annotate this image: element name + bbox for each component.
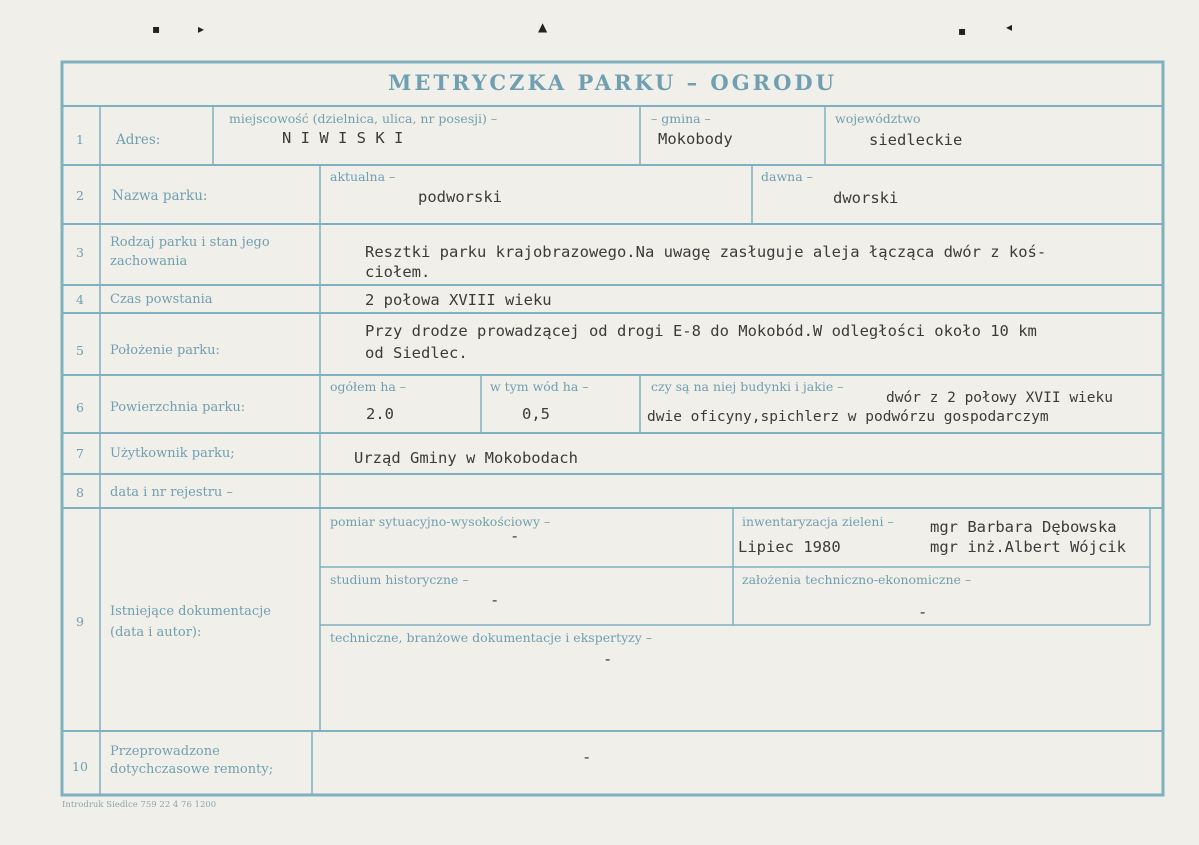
address-label: Adres: xyxy=(116,132,161,148)
commune-caption: – gmina – xyxy=(651,111,711,126)
park-type-value-line2: ciołem. xyxy=(365,263,431,281)
creation-time-value: 2 połowa XVIII wieku xyxy=(365,291,552,309)
row-number: 7 xyxy=(76,446,84,461)
row-number: 2 xyxy=(76,188,84,203)
park-user-label: Użytkownik parku; xyxy=(110,446,235,461)
row-number: 6 xyxy=(76,400,84,415)
park-user-value: Urząd Gminy w Mokobodach xyxy=(354,449,578,467)
punch-mark: ▸ xyxy=(198,22,205,36)
current-name-caption: aktualna – xyxy=(330,169,396,184)
buildings-value-line2: dwie oficyny,spichlerz w podwórzu gospodarczym xyxy=(647,409,1049,425)
row-number: 1 xyxy=(76,132,84,147)
renovations-label: Przeprowadzone xyxy=(110,744,220,759)
location-label: Położenie parku: xyxy=(110,343,220,358)
row-number: 3 xyxy=(76,245,84,260)
documentation-label: Istniejące dokumentacje xyxy=(110,604,271,619)
total-area-value: 2.0 xyxy=(366,405,394,423)
current-name-value: podworski xyxy=(418,188,502,206)
greenery-inventory-author-1: mgr Barbara Dębowska xyxy=(930,518,1117,536)
commune-value: Mokobody xyxy=(658,130,733,148)
area-label: Powierzchnia parku: xyxy=(110,400,246,415)
greenery-inventory-caption: inwentaryzacja zieleni – xyxy=(742,514,894,529)
location-value: Przy drodze prowadzącej od drogi E-8 do Mokobód.W odległości około 10 km xyxy=(365,322,1037,340)
park-type-label: Rodzaj parku i stan jego xyxy=(110,235,270,250)
technical-docs-value: - xyxy=(603,650,613,668)
total-area-caption: ogółem ha – xyxy=(330,379,407,394)
documentation-label-line2: (data i autor): xyxy=(110,625,202,640)
printer-imprint: Introdruk Siedlce 759 22 4 76 1200 xyxy=(62,800,217,810)
historical-study-caption: studium historyczne – xyxy=(330,572,469,587)
former-name-value: dworski xyxy=(833,189,899,207)
park-type-value: Resztki parku krajobrazowego.Na uwagę zasługuje aleja łącząca dwór z koś- xyxy=(365,243,1047,261)
survey-value: - xyxy=(510,527,520,545)
renovations-value: - xyxy=(582,748,592,766)
park-type-label-line2: zachowania xyxy=(110,254,188,269)
row-number: 9 xyxy=(76,614,84,629)
economic-assumptions-value: - xyxy=(918,603,928,621)
voivodeship-caption: województwo xyxy=(835,111,921,126)
park-name-label: Nazwa parku: xyxy=(112,188,208,204)
punch-mark: ▪ xyxy=(152,22,161,36)
creation-time-label: Czas powstania xyxy=(110,292,213,307)
economic-assumptions-caption: założenia techniczno-ekonomiczne – xyxy=(742,572,972,587)
buildings-caption: czy są na niej budynki i jakie – xyxy=(651,379,844,394)
water-area-value: 0,5 xyxy=(522,405,550,423)
survey-caption: pomiar sytuacyjno-wysokościowy – xyxy=(330,514,551,529)
renovations-label-line2: dotychczasowe remonty; xyxy=(110,762,274,777)
water-area-caption: w tym wód ha – xyxy=(490,379,589,394)
row-number: 8 xyxy=(76,485,84,500)
historical-study-value: - xyxy=(490,591,500,609)
punch-mark: ▪ xyxy=(958,24,967,38)
form-title: METRYCZKA PARKU – OGRODU xyxy=(388,70,837,95)
locality-value: N I W I S K I xyxy=(282,129,404,147)
row-number: 10 xyxy=(72,759,88,774)
greenery-inventory-author-2: mgr inż.Albert Wójcik xyxy=(930,538,1126,556)
row-number: 4 xyxy=(76,292,84,307)
register-label: data i nr rejestru – xyxy=(110,485,233,500)
technical-docs-caption: techniczne, branżowe dokumentacje i ekspertyzy – xyxy=(330,630,653,645)
locality-caption: miejscowość (dzielnica, ulica, nr posesji) – xyxy=(229,111,498,126)
punch-mark: ▲ xyxy=(538,20,548,34)
former-name-caption: dawna – xyxy=(761,169,813,184)
location-value-line2: od Siedlec. xyxy=(365,344,468,362)
greenery-inventory-date: Lipiec 1980 xyxy=(738,538,841,556)
voivodeship-value: siedleckie xyxy=(869,131,963,149)
buildings-value: dwór z 2 połowy XVII wieku xyxy=(886,390,1113,406)
row-number: 5 xyxy=(76,343,84,358)
punch-mark: ◂ xyxy=(1006,20,1013,34)
